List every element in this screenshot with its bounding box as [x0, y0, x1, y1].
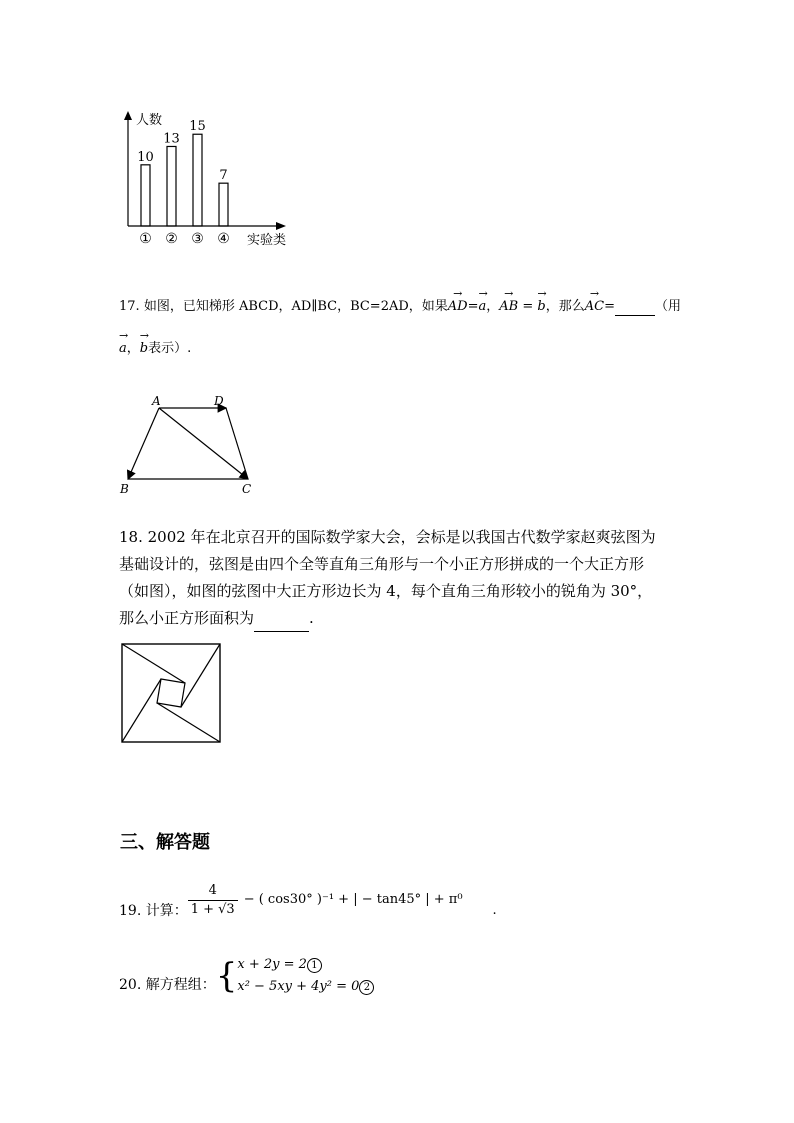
section-title: 三、解答题 — [120, 832, 210, 853]
q18-line-4-end: . — [309, 609, 314, 627]
inner-square — [157, 679, 185, 707]
bar-value-label-2: 13 — [163, 131, 180, 147]
bar-1 — [141, 165, 150, 226]
q17-sep: ， — [486, 299, 500, 314]
category-label-1: ① — [139, 231, 152, 247]
q19-denominator: 1 + √3 — [190, 901, 235, 917]
category-label-3: ③ — [191, 231, 204, 247]
q20-eq1: x + 2y = 2 — [237, 957, 307, 972]
q17-text-c: （用 — [655, 299, 682, 314]
q19-label: 19. 计算： — [119, 903, 188, 919]
vector-a-2: → a — [119, 336, 127, 358]
segment-dc — [226, 408, 248, 479]
q17-number: 17. — [119, 299, 140, 314]
q17-text: 如图，已知梯形 ABCD，AD∥BC，BC=2AD，如果 — [143, 299, 448, 314]
q20-eq1-mark: 1 — [307, 958, 322, 973]
q20-brace: { — [215, 956, 238, 996]
q18-line-3: （如图），如图的弦图中大正方形边长为 4，每个直角三角形较小的锐角为 30°， — [119, 582, 653, 600]
vector-ac: → AC — [585, 294, 604, 316]
vector-b: → b — [537, 294, 545, 316]
x-axis-arrow — [276, 222, 286, 230]
question-17-line2 — [119, 336, 191, 358]
bar-value-label-3: 15 — [189, 119, 206, 135]
q17-eq-c: = — [604, 299, 616, 314]
vector-ad: → AD — [448, 294, 468, 316]
bar-2 — [167, 146, 176, 226]
label-a: A — [152, 394, 161, 408]
bar-value-label-4: 7 — [219, 168, 228, 184]
question-17 — [119, 294, 681, 316]
q20-eq2-mark: 2 — [359, 980, 374, 995]
label-b: B — [120, 482, 129, 496]
question-19 — [119, 880, 497, 920]
q18-line-4-text: 那么小正方形面积为 — [119, 609, 255, 627]
vector-a: → a — [479, 294, 487, 316]
q19-numerator: 4 — [188, 882, 238, 901]
q18-answer-blank[interactable] — [254, 631, 309, 632]
q17-line2-sep: ， — [126, 341, 140, 356]
category-label-4: ④ — [217, 231, 230, 247]
y-axis-label: 人数 — [136, 113, 163, 128]
q17-eq-a: = — [467, 299, 479, 314]
q19-expression: − ( cos30° )⁻¹ + | − tan45° | + π⁰ — [243, 892, 463, 907]
bar-3 — [193, 134, 202, 226]
vector-b-2: → b — [140, 336, 148, 358]
q18-line-2: 基础设计的，弦图是由四个全等直角三角形与一个小正方形拼成的一个大正方形 — [119, 555, 645, 573]
label-d: D — [214, 394, 224, 408]
q18-line-1: 18. 2002 年在北京召开的国际数学家大会，会标是以我国古代数学家赵爽弦图为 — [119, 528, 656, 546]
q20-label: 20. 解方程组： — [119, 977, 216, 993]
bar-chart — [110, 108, 310, 253]
question-18 — [119, 524, 656, 632]
q19-end: . — [492, 903, 497, 918]
string-figure — [121, 643, 221, 743]
q17-answer-blank[interactable] — [615, 315, 655, 316]
x-axis-label: 实验类 — [247, 233, 287, 248]
q20-eq2: x² − 5xy + 4y² = 0 — [237, 979, 360, 994]
trapezoid-figure — [114, 392, 264, 498]
q18-line-4 — [119, 605, 656, 632]
bar-4 — [219, 183, 228, 226]
category-label-2: ② — [165, 231, 178, 247]
bar-value-label-1: 10 — [137, 149, 154, 165]
q17-line2-end: 表示）. — [148, 341, 192, 356]
question-20 — [119, 954, 374, 998]
outer-square — [122, 644, 220, 742]
vector-ab: → AB — [499, 294, 518, 316]
q20-system — [237, 954, 374, 998]
q19-fraction — [188, 882, 238, 919]
y-axis-arrow — [124, 111, 132, 120]
q17-eq-b: = — [518, 299, 538, 314]
segment-ab — [128, 408, 159, 479]
q17-text-b: ，那么 — [545, 299, 585, 314]
segment-ac — [159, 408, 248, 479]
label-c: C — [242, 482, 252, 496]
